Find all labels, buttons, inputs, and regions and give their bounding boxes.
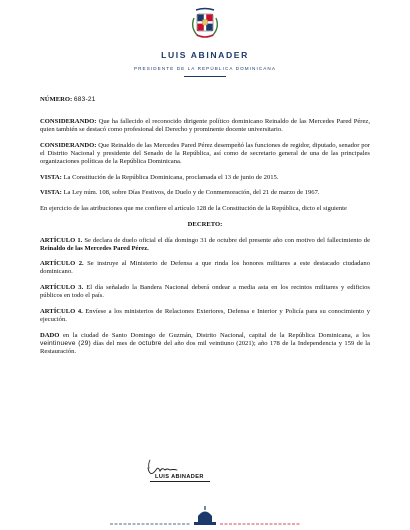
articulo-4-label: ARTÍCULO 4. bbox=[40, 307, 83, 315]
articulo-1-name: Reinaldo de las Mercedes Pared Pérez. bbox=[40, 244, 149, 252]
dado-day: veintinueve (29) bbox=[40, 339, 91, 347]
articulo-3 bbox=[40, 284, 370, 300]
vista-1-label: VISTA: bbox=[40, 173, 62, 181]
articulo-2-label: ARTÍCULO 2. bbox=[40, 260, 84, 268]
vista-1-text: La Constitución de la República Dominicana, proclamada el 13 de junio de 2015. bbox=[61, 173, 279, 181]
header-name: LUIS ABINADER bbox=[161, 50, 249, 60]
considerando-2-label: CONSIDERANDO: bbox=[40, 141, 97, 149]
decree-number bbox=[40, 96, 370, 104]
vista-2 bbox=[40, 189, 370, 197]
articulo-4-text: Envíese a los ministerios de Relaciones Exteriores, Defensa e Interior y Policía para su conocimiento y ejecución. bbox=[40, 307, 370, 323]
vista-1 bbox=[40, 174, 370, 182]
articulo-1-label: ARTÍCULO 1. bbox=[40, 236, 83, 244]
considerando-1 bbox=[40, 118, 370, 134]
decreto-heading-text: DECRETO: bbox=[187, 220, 223, 228]
dado-text-2: días del mes de bbox=[90, 339, 139, 347]
articulo-2 bbox=[40, 260, 370, 276]
articulo-4 bbox=[40, 308, 370, 324]
articulo-1-text: Se declara de duelo oficial el día domingo 31 de octubre del presente año con motivo del fallecimiento de bbox=[82, 236, 370, 244]
dado-text-1: en la ciudad de Santo Domingo de Guzmán, Distrito Nacional, capital de la República Dominicana, a los bbox=[59, 331, 370, 339]
signature-name: LUIS ABINADER bbox=[155, 474, 204, 480]
articulo-2-text: Se instruye al Ministerio de Defensa a que rinda los honores militares a este destacado ciudadano dominicano. bbox=[40, 260, 370, 276]
dado-month: octubre bbox=[138, 339, 162, 347]
articulo-3-text: El día señalado la Bandera Nacional deberá ondear a media asta en los recintos militares y edificios públicos en todo el país. bbox=[40, 284, 370, 300]
dado-text-3: del año dos mil veintiuno (2021); año 178 de la Independencia y 159 de la Restauración. bbox=[40, 339, 371, 355]
decreto-heading bbox=[40, 221, 370, 229]
considerando-1-text: Que ha fallecido el reconocido dirigente político dominicano Reinaldo de las Mercedes Pared Pérez, quien también se destacó como profesional del Derecho y prominente docente universitario. bbox=[40, 118, 370, 134]
considerando-2 bbox=[40, 142, 370, 166]
dado-label: DADO bbox=[40, 331, 60, 339]
header-divider bbox=[184, 76, 226, 77]
articulo-3-label: ARTÍCULO 3. bbox=[40, 284, 84, 292]
considerando-1-label: CONSIDERANDO: bbox=[40, 118, 97, 126]
header-subtitle: PRESIDENTE DE LA REPÚBLICA DOMINICANA bbox=[133, 66, 277, 71]
preamble: En ejercicio de las atribuciones que me confiere el artículo 128 de la Constitución de la República, dicto el siguiente bbox=[40, 205, 347, 213]
palace-dome-icon bbox=[194, 506, 216, 525]
coat-of-arms-icon bbox=[188, 6, 222, 40]
signature-line bbox=[150, 481, 210, 482]
dado-clause bbox=[40, 332, 370, 356]
footer-decoration bbox=[0, 504, 410, 530]
vista-2-label: VISTA: bbox=[40, 189, 62, 197]
articulo-1 bbox=[40, 237, 370, 253]
considerando-2-text: Que Reinaldo de las Mercedes Pared Pérez desempeñó las funciones de regidor, diputado, senador por el Distrito Nacional y presidente del Senado de la República, así como de secretario general de una de las principales organizaciones políticas de la República Dominicana. bbox=[40, 141, 370, 166]
decree-number-value: 683-21 bbox=[73, 96, 96, 103]
vista-2-text: La Ley núm. 108, sobre Días Festivos, de Duelo y de Conmemoración, del 21 de marzo de 1967. bbox=[61, 189, 320, 197]
decree-number-label: NÚMERO: bbox=[40, 96, 73, 103]
decree-body bbox=[40, 96, 370, 364]
